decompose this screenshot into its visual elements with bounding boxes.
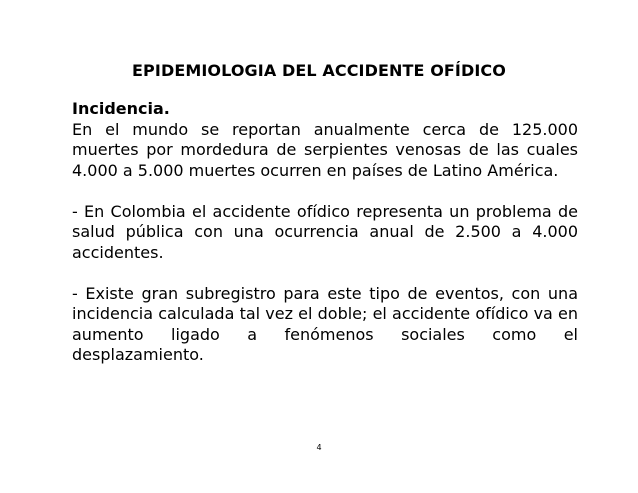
- paragraph-spacer: [72, 181, 578, 202]
- paragraph-underreporting: - Existe gran subregistro para este tipo de eventos, con una incidencia calculada tal vez el doble; el accidente ofídico va en aumento ligado a fenómenos sociales como el desplazamiento.: [72, 283, 578, 364]
- paragraph-world-incidence: En el mundo se reportan anualmente cerca de 125.000 muertes por mordedura de serpientes venosas de las cuales 4.000 a 5.000 muertes ocurren en países de Latino América.: [72, 119, 578, 180]
- paragraph-spacer: [72, 263, 578, 284]
- section-heading: Incidencia.: [72, 99, 170, 118]
- document-body: [72, 99, 578, 366]
- paragraph-colombia-incidence: - En Colombia el accidente ofídico representa un problema de salud pública con una ocurrencia anual de 2.500 a 4.000 accidentes.: [72, 201, 578, 262]
- page-number: 4: [316, 443, 322, 452]
- document-title: EPIDEMIOLOGIA DEL ACCIDENTE OFÍDICO: [132, 61, 506, 80]
